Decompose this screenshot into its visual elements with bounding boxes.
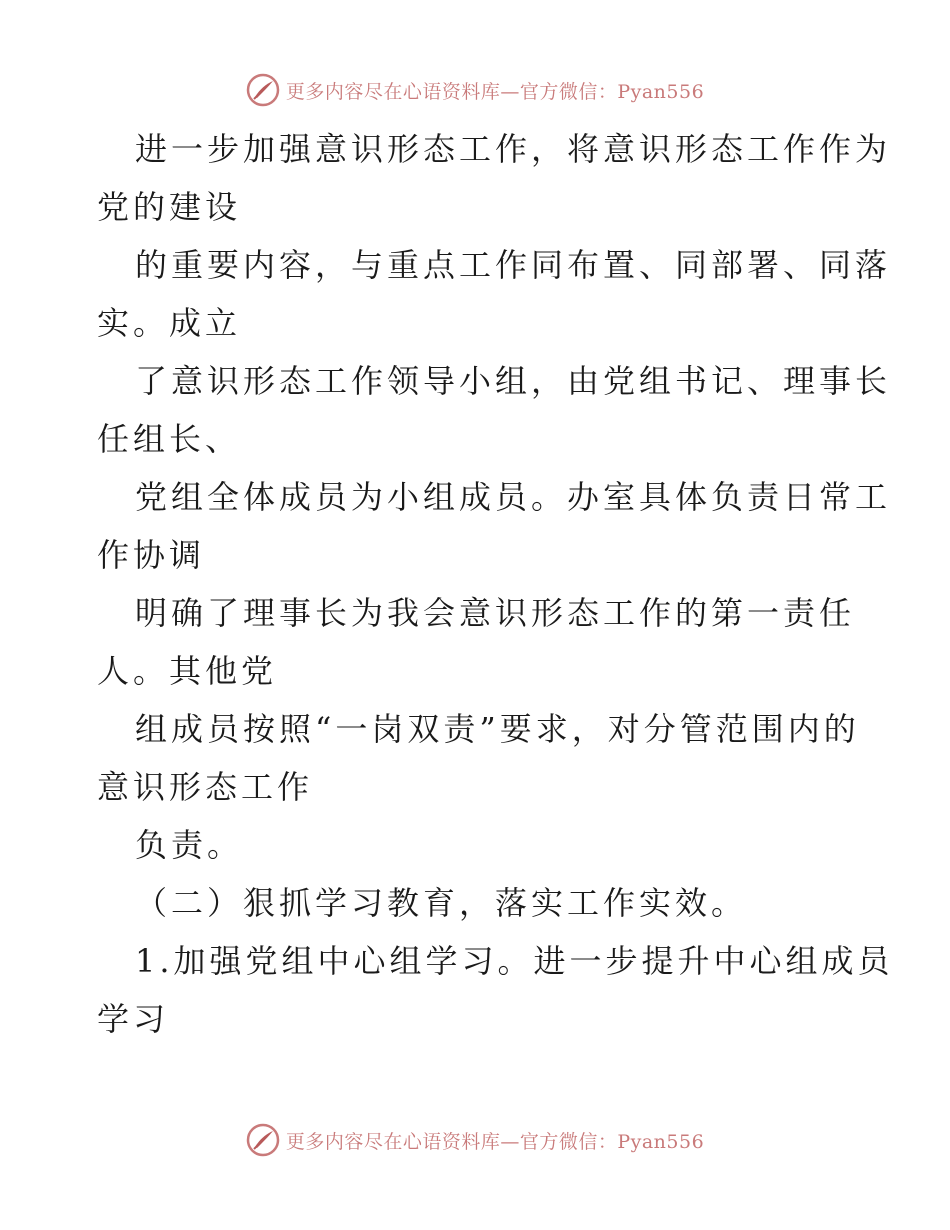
- header-banner-text: 更多内容尽在心语资料库—官方微信：Pyan556: [285, 80, 705, 103]
- paragraph-line: 作协调: [97, 536, 206, 574]
- document-body: [97, 120, 894, 1048]
- paragraph-line: 负责。: [135, 826, 244, 864]
- paragraph-line: 意识形态工作: [97, 768, 314, 806]
- paragraph-line: 明确了理事长为我会意识形态工作的第一责任: [135, 594, 856, 632]
- paragraph-line: 党的建设: [97, 188, 242, 226]
- paragraph-line: 1.加强党组中心组学习。进一步提升中心组成员: [135, 942, 894, 980]
- paragraph-line: 的重要内容，与重点工作同布置、同部署、同落: [135, 246, 892, 284]
- quill-logo-icon: [246, 1123, 280, 1157]
- section-heading: （二）狠抓学习教育，落实工作实效。: [135, 884, 748, 922]
- paragraph-line: 组成员按照“一岗双责”要求，对分管范围内的: [135, 710, 860, 748]
- paragraph-line: 党组全体成员为小组成员。办室具体负责日常工: [135, 478, 892, 516]
- paragraph-line: 学习: [97, 1000, 170, 1038]
- header-banner: [0, 70, 950, 110]
- paragraph-line: 人。其他党: [97, 652, 278, 690]
- paragraph-line: 了意识形态工作领导小组，由党组书记、理事长: [135, 362, 892, 400]
- paragraph-line: 进一步加强意识形态工作，将意识形态工作作为: [135, 130, 892, 168]
- footer-banner-text: 更多内容尽在心语资料库—官方微信：Pyan556: [285, 1130, 705, 1153]
- quill-logo-icon: [246, 73, 280, 107]
- paragraph-line: 任组长、: [97, 420, 242, 458]
- footer-banner: [0, 1120, 950, 1160]
- paragraph-line: 实。成立: [97, 304, 242, 342]
